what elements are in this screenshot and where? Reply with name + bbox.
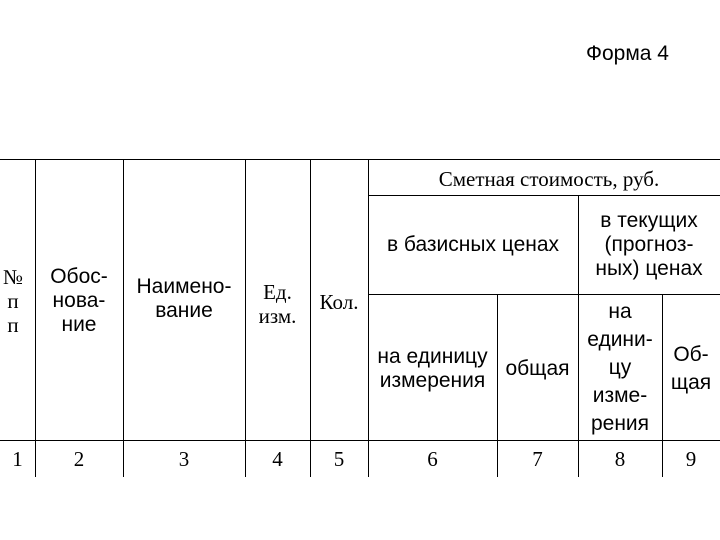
form-label: Форма 4 [586, 42, 669, 65]
col-line-5 [368, 159, 369, 477]
table-border-top [0, 159, 720, 160]
col-line-4 [310, 159, 311, 477]
header-estimated-cost: Сметная стоимость, руб. [438, 167, 660, 191]
column-number: 9 [685, 447, 697, 471]
cost-header-divider [368, 195, 720, 196]
header-base-total: общая [505, 357, 570, 380]
estimate-table [0, 159, 720, 477]
header-unit: Ед. изм. [258, 280, 297, 328]
column-number: 1 [12, 447, 23, 471]
header-current-prices: в текущих (прогноз- ных) ценах [595, 209, 703, 280]
header-base-per-unit: на единицу измерения [377, 345, 488, 392]
header-current-total: Об- щая [670, 343, 712, 394]
header-name: Наимено- вание [136, 275, 232, 322]
header-quantity: Кол. [319, 290, 359, 314]
column-number: 5 [333, 447, 345, 471]
column-number: 6 [427, 447, 438, 471]
column-number: 4 [272, 447, 283, 471]
header-base-prices: в базисных ценах [386, 233, 560, 256]
header-row-number: № п п [3, 264, 24, 337]
column-number: 8 [614, 447, 626, 471]
header-basis: Обос- нова- ние [50, 264, 108, 336]
column-number: 3 [178, 447, 190, 471]
price-group-divider [368, 294, 720, 295]
column-number: 7 [532, 447, 543, 471]
column-number: 2 [73, 447, 85, 471]
header-bottom-divider [0, 440, 720, 441]
header-current-per-unit: на едини- цу изме- рения [587, 300, 653, 435]
